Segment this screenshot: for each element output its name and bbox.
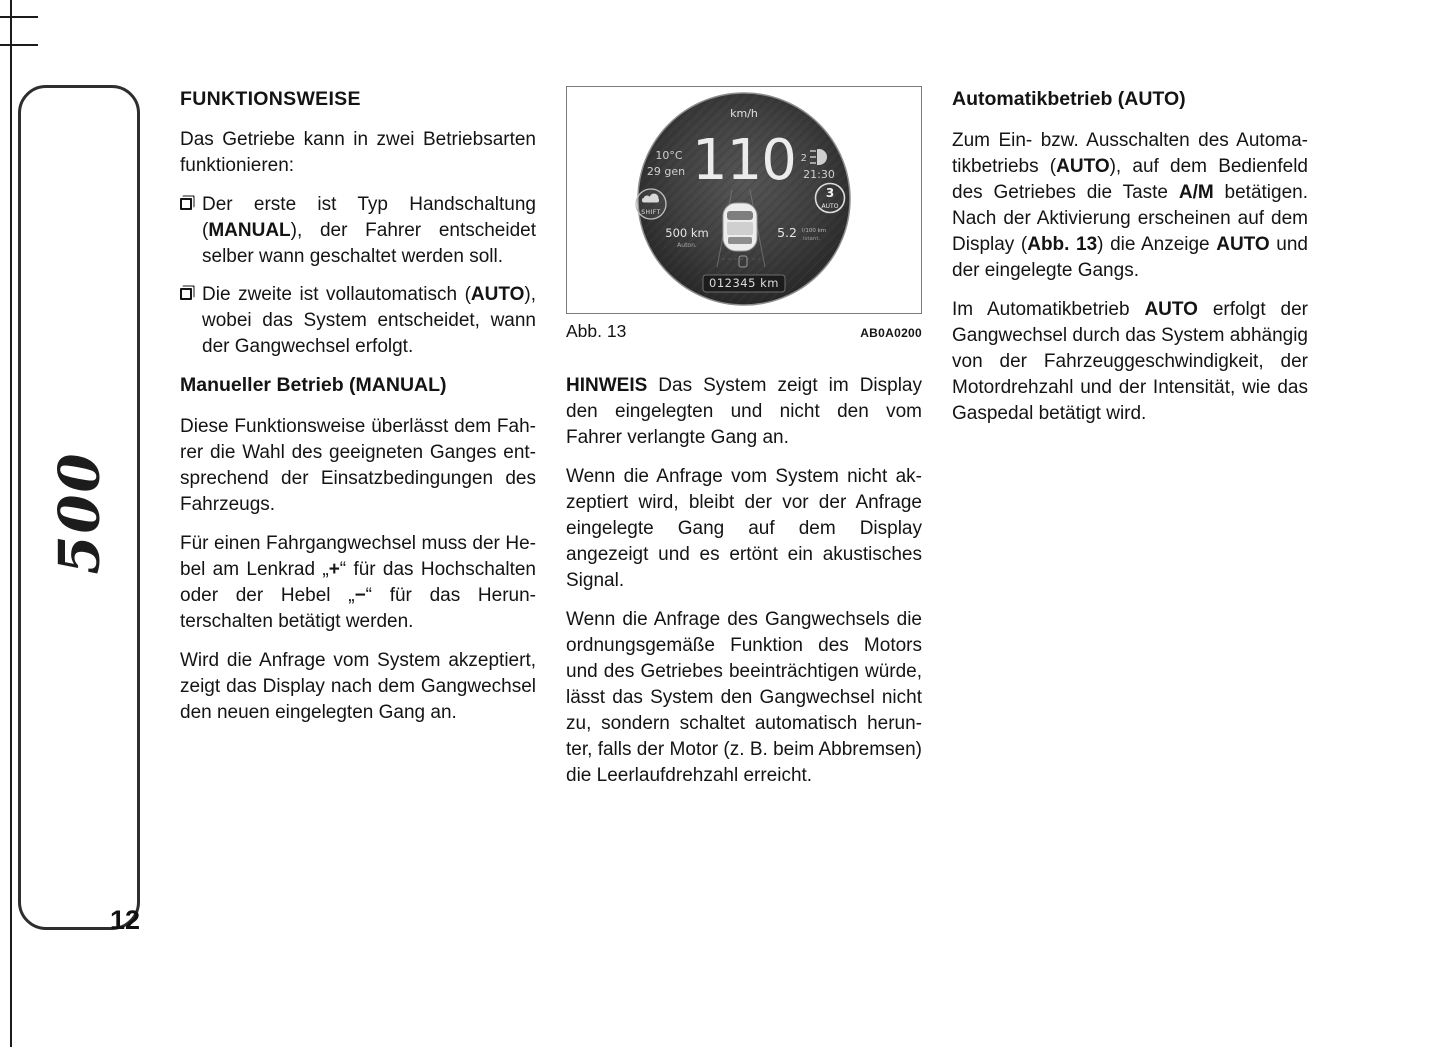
figure-13 bbox=[566, 86, 922, 314]
section-side-tab bbox=[18, 85, 140, 930]
checkbox-bullet-icon bbox=[180, 198, 192, 210]
left-column bbox=[180, 86, 536, 739]
figure-code: AB0A0200 bbox=[860, 326, 922, 340]
middle-column bbox=[566, 86, 922, 802]
logo-container bbox=[29, 428, 129, 598]
paragraph: Zum Ein- bzw. Ausschalten des Automatikbetriebs (AUTO), auf dem Bedienfeld des Getriebes die Taste A/M betätigen. Nach der Aktivierung erscheinen auf dem Display (Abb. 13) die Anzeige AUTO und der eingelegte Gangs. bbox=[952, 130, 1309, 281]
consumption-value: 5.2 bbox=[777, 225, 797, 240]
gear-value: 3 bbox=[825, 186, 835, 200]
figure-caption-row bbox=[566, 318, 922, 346]
subsection-heading-auto: Automatikbetrieb (AUTO) bbox=[952, 88, 1186, 110]
list-item bbox=[180, 192, 536, 270]
gear-mode-label: AUTO bbox=[821, 203, 839, 210]
range-label: Auton. bbox=[677, 242, 697, 249]
page-number: 12 bbox=[110, 905, 141, 935]
gauge-dial bbox=[638, 93, 850, 305]
right-column bbox=[952, 86, 1308, 440]
headlight-beam-icon bbox=[810, 149, 827, 165]
instrument-cluster-graphic bbox=[567, 87, 921, 313]
section-heading: FUNKTIONSWEISE bbox=[180, 88, 361, 110]
shift-label: SHIFT bbox=[641, 209, 661, 216]
crop-mark-2 bbox=[0, 44, 38, 46]
beam-level: 2 bbox=[800, 153, 807, 164]
checkbox-bullet-icon bbox=[180, 288, 192, 300]
consumption-unit: l/100 km bbox=[802, 228, 827, 234]
speed-value: 110 bbox=[692, 128, 796, 193]
outside-temperature: 10°C bbox=[655, 149, 683, 162]
paragraph-hinweis: HINWEIS Das System zeigt im Display den eingelegten und nicht den vom Fahrer verlangte Gang an. bbox=[566, 375, 922, 448]
page-edge-line bbox=[10, 0, 12, 1047]
paragraph: Für einen Fahrgangwechsel muss der Hebel am Lenkrad „+“ für das Hochschalten oder der Hebel „−“ für das Herunterschalten betätigt werden. bbox=[180, 533, 536, 632]
odometer-value: 012345 km bbox=[709, 276, 779, 290]
date-display: 29 gen bbox=[646, 165, 686, 178]
shift-indicator bbox=[636, 189, 666, 219]
odometer bbox=[703, 275, 785, 292]
subsection-heading-manual: Manueller Betrieb (MANUAL) bbox=[180, 374, 447, 396]
paragraph: Das Getriebe kann in zwei Betriebsarten funktionieren: bbox=[180, 129, 536, 176]
fiat-500-logo: 500 bbox=[46, 451, 112, 575]
figure-caption: Abb. 13 bbox=[566, 321, 627, 341]
list-item-text: Die zweite ist vollautomatisch (AUTO), wobei das System entscheidet, wann der Gangwechsel erfolgt. bbox=[202, 284, 536, 357]
paragraph: Wenn die Anfrage des Gangwechsels die ordnungsgemäße Funktion des Motors und des Getriebes beeinträchtigen würde, lässt das System den Gangwechsel nicht zu, sondern schaltet automatisch herunter, falls der Motor (z. B. beim Abbremsen) die Leerlaufdrehzahl erreicht. bbox=[566, 609, 922, 786]
list-item bbox=[180, 282, 536, 360]
clock-display: 21:30 bbox=[803, 168, 835, 181]
range-value: 500 km bbox=[665, 226, 709, 240]
speed-unit-label: km/h bbox=[730, 107, 758, 120]
paragraph: Wird die Anfrage vom System akzeptiert, zeigt das Display nach dem Gangwechsel den neuen eingelegten Gang an. bbox=[180, 650, 536, 723]
paragraph: Diese Funktionsweise überlässt dem Fahrer die Wahl des geeigneten Ganges entsprechend der Einsatzbedingungen des Fahrzeugs. bbox=[180, 416, 536, 515]
consumption-label: istant. bbox=[803, 236, 821, 242]
crop-mark-1 bbox=[0, 16, 38, 18]
list-item-text: Der erste ist Typ Handschaltung (MANUAL), der Fahrer entscheidet selber wann geschaltet werden soll. bbox=[202, 194, 536, 267]
paragraph: Im Automatikbetrieb AUTO erfolgt der Gangwechsel durch das System abhängig von der Fahrzeuggeschwindigkeit, der Motordrehzahl und der Intensität, wie das Gaspedal betätigt wird. bbox=[952, 299, 1308, 424]
paragraph: Wenn die Anfrage vom System nicht akzeptiert wird, bleibt der vor der Anfrage eingelegte Gang auf dem Display angezeigt und es ertönt ein akustisches Signal. bbox=[566, 466, 922, 591]
